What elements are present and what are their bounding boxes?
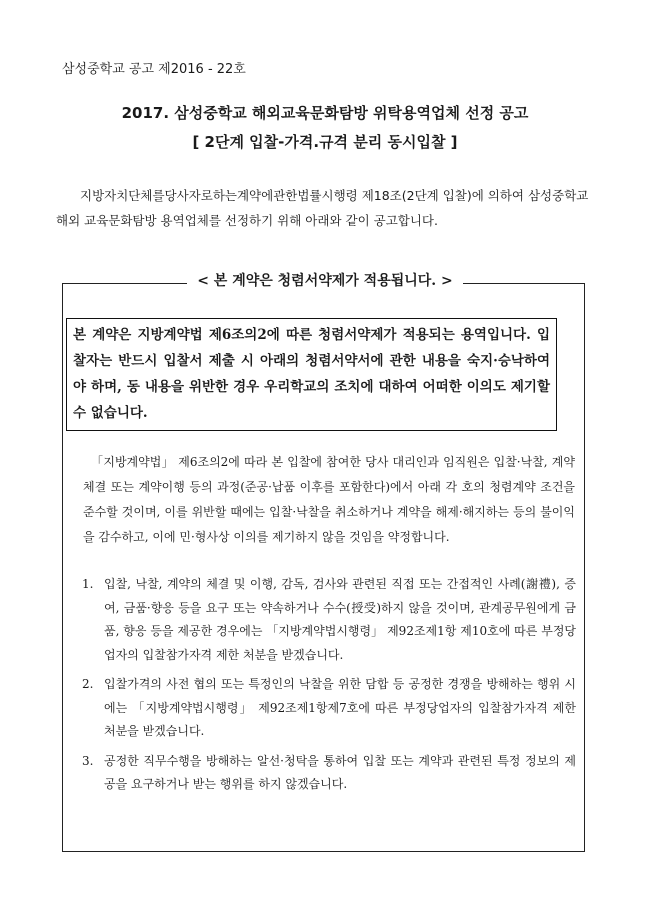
pledge-items-list [80, 573, 576, 803]
integrity-notice: 본 계약은 지방계약법 제6조의2에 따른 청렴서약제가 적용되는 용역입니다. 입찰자는 반드시 입찰서 제출 시 아래의 청렴서약서에 관한 내용을 숙지·승낙하여야 하며, 동 내용을 위반한 경우 우리학교의 조치에 대하여 어떠한 이의도 제기할 수 없습니다. [66, 318, 557, 431]
item-number: 3. [82, 753, 94, 768]
pledge-item [80, 673, 576, 744]
integrity-box-title: < 본 계약은 청렴서약제가 적용됩니다. > [0, 270, 650, 290]
item-number: 2. [82, 677, 94, 691]
pledge-paragraph: 「지방계약법」 제6조의2에 따라 본 입찰에 참여한 당사 대리인과 임직원은 입찰·낙찰, 계약체결 또는 계약이행 등의 과정(준공·납품 이후를 포함한다)에서 아래 각 호의 청렴계약 조건을 준수할 것이며, 이를 위반할 때에는 입찰·낙찰을 취소하거나 계약을 해제·해지하는 등의 불이익을 감수하고, 이에 민·형사상 이의를 제기하지 않을 것임을 약정합니다. [83, 455, 575, 544]
item-text: 입찰, 낙찰, 계약의 체결 및 이행, 감독, 검사와 관련된 직접 또는 간접적인 사례(謝禮), 증여, 금품·향응 등을 요구 또는 약속하거나 수수(授受)하지 않을 것이며, 관계공무원에게 금품, 향응 등을 제공한 경우에는 「지방계약법시행령」 제92조제1항 제10호에 따른 부정당업자의 입찰참가자격 제한 처분을 받겠습니다. [104, 577, 576, 662]
announcement-title: 2017. 삼성중학교 해외교육문화탐방 위탁용역업체 선정 공고 [121, 104, 529, 122]
item-number: 1. [82, 577, 94, 591]
pledge-item [80, 573, 576, 667]
intro-paragraph: 지방자치단체를당사자로하는계약에관한법률시행령 제18조(2단계 입찰)에 의하여 삼성중학교 해외 교육문화탐방 용역업체를 선정하기 위해 아래와 같이 공고합니다. [56, 188, 589, 228]
pledge-item [80, 750, 576, 797]
item-text: 입찰가격의 사전 협의 또는 특정인의 낙찰을 위한 담합 등 공정한 경쟁을 방해하는 행위 시에는 「지방계약법시행령」 제92조제1항제7호에 따른 부정당업자의 입찰참가자격 제한 처분을 받겠습니다. [104, 677, 576, 738]
bid-method-subtitle: [ 2단계 입찰-가격.규격 분리 동시입찰 ] [192, 133, 458, 151]
announcement-number: 삼성중학교 공고 제2016 - 22호 [62, 62, 246, 77]
item-text: 공정한 직무수행을 방해하는 알선·청탁을 통하여 입찰 또는 계약과 관련된 특정 정보의 제공을 요구하거나 받는 행위를 하지 않겠습니다. [104, 753, 576, 791]
